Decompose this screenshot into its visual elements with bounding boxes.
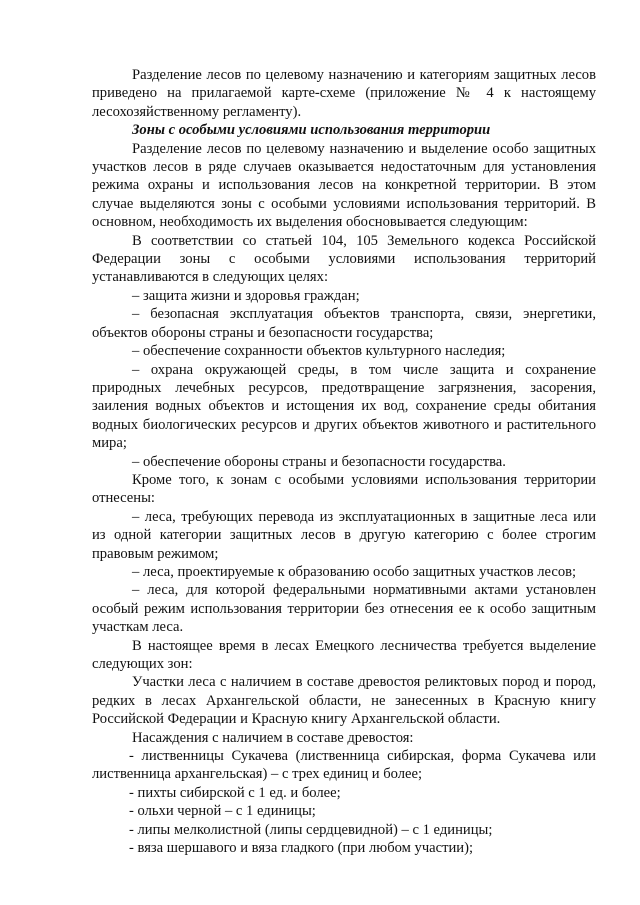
list-item-goal: – охрана окружающей среды, в том числе защита и сохранение природных лечебных ресурсов, предотвращение загрязнения, засорения, заиления водных объектов и истощения их вод, сохранение среды обитания водных биологических ресурсов и других объектов животного и растительного мира; [92,361,596,452]
paragraph-zones-intro: Разделение лесов по целевому назначению и выделение особо защитных участков лесов в ряде случаев оказывается недостаточным для установления режима охраны и использования лесов на конкретной территории. В этом случае выделяются зоны с особыми условиями использования территорий. В основном, необходимость их выделения обосновывается следующим: [92,140,596,231]
paragraph-forest-division: Разделение лесов по целевому назначению и категориям защитных лесов приведено на прилагаемой карте-схеме (приложение № 4 к настоящему лесохозяйственному регламенту). [92,67,596,120]
list-item-species: - ольхи черной – с 1 единицы; [129,803,316,820]
paragraph-emetsk-forestry: В настоящее время в лесах Емецкого лесничества требуется выделение следующих зон: [92,637,596,672]
list-item-zone: – леса, для которой федеральными нормативными актами установлен особый режим использования территории без отнесения ее к особо защитным участкам леса. [92,582,596,636]
list-item-goal: – обеспечение обороны страны и безопасности государства. [132,453,506,470]
list-item-species: - пихты сибирской с 1 ед. и более; [129,784,341,801]
paragraph-land-code: В соответствии со статьей 104, 105 Земельного кодекса Российской Федерации зоны с особыми условиями использования территорий устанавливаются в следующих целях: [92,232,596,286]
list-item-zone: – леса, требующих перевода из эксплуатационных в защитные леса или из одной категории защитных лесов в другую категорию с более строгим правовым режимом; [92,508,596,562]
document-page [92,66,596,857]
list-item-species: - лиственницы Сукачева (лиственница сибирская, форма Сукачева или лиственница архангельская) – с трех единиц и более; [92,748,596,783]
paragraph-relict-species: Участки леса с наличием в составе древостоя реликтовых пород и пород, редких в лесах Архангельской области, не занесенных в Красную книгу Российской Федерации и Красную книгу Архангельской области. [92,674,596,728]
list-item-goal: – защита жизни и здоровья граждан; [132,287,360,304]
section-heading: Зоны с особыми условиями использования территории [132,122,491,139]
list-item-species: - липы мелколистной (липы сердцевидной) – с 1 единицы; [129,821,493,838]
list-item-goal: – обеспечение сохранности объектов культурного наследия; [132,343,506,360]
list-item-species: - вяза шершавого и вяза гладкого (при любом участии); [129,840,474,857]
list-item-goal: – безопасная эксплуатация объектов транспорта, связи, энергетики, объектов обороны страны и безопасности государства; [92,306,596,341]
list-item-zone: – леса, проектируемые к образованию особо защитных участков лесов; [132,563,577,580]
paragraph-also-included: Кроме того, к зонам с особыми условиями использования территории отнесены: [92,471,596,507]
paragraph-stands: Насаждения с наличием в составе древостоя: [132,729,414,746]
